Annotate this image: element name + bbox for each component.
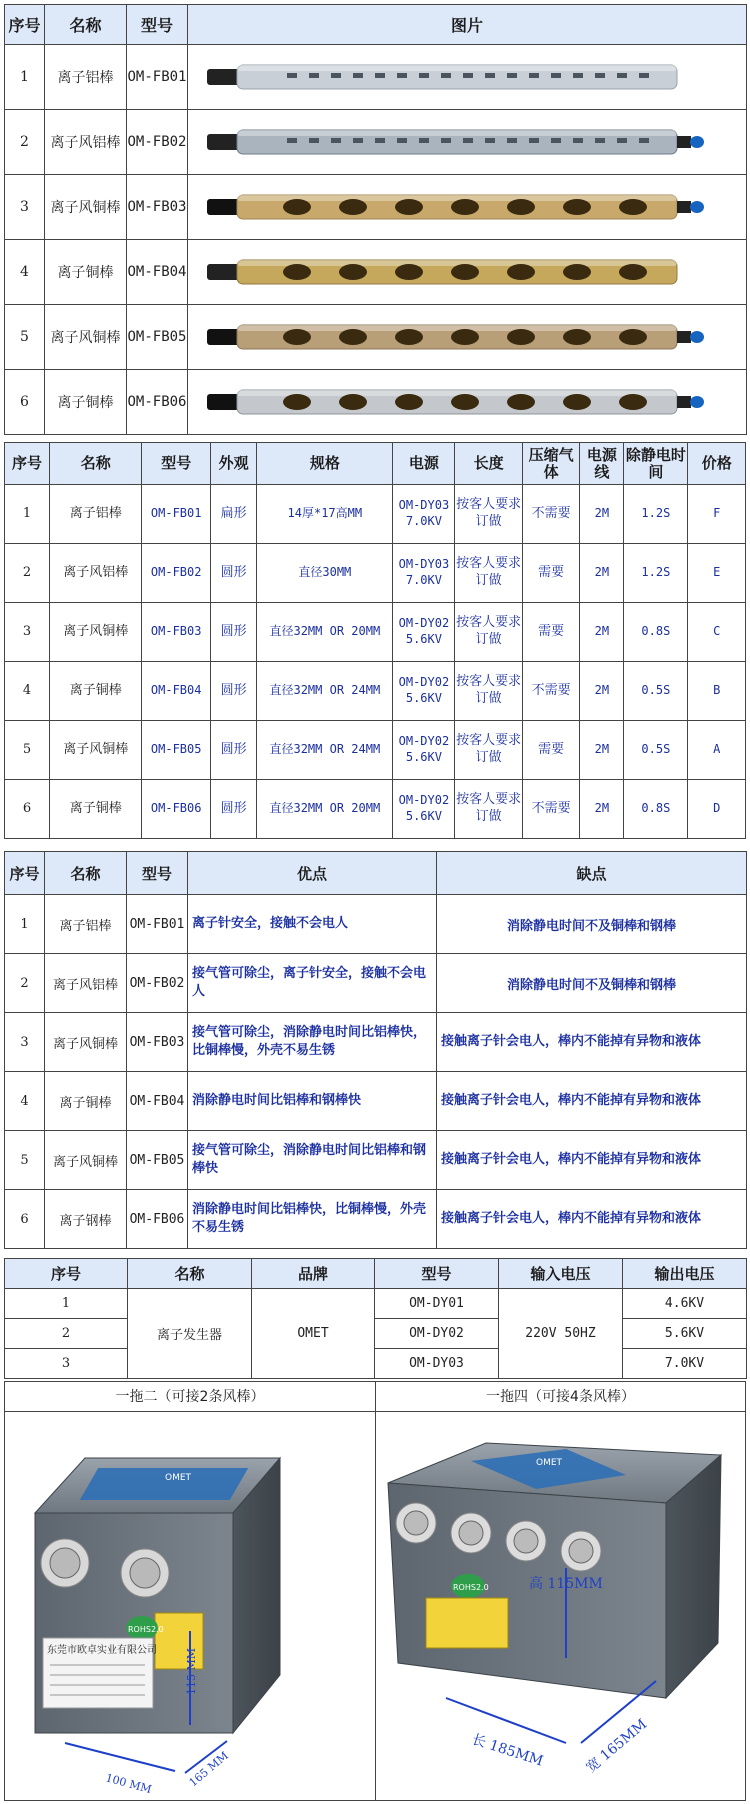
table-row [5,240,747,305]
table-row [5,1349,747,1379]
table-row [5,370,747,435]
cell-spec: 直径30MM [257,544,393,603]
cell-picture [188,175,747,240]
cell-price: E [688,544,746,603]
cell-power: OM-DY02 5.6KV [393,603,455,662]
cell-model: OM-FB04 [142,662,211,721]
header-4: 规格 [257,443,393,485]
right-dim-height: 高 115MM [529,1576,603,1592]
header-7: 压缩气体 [522,443,579,485]
cell-cable: 2M [580,721,624,780]
right-brand-label: OMET [536,1458,563,1468]
cell-time: 1.2S [624,485,688,544]
header-10: 价格 [688,443,746,485]
cell-gas: 需要 [522,603,579,662]
cell-power: OM-DY02 5.6KV [393,780,455,839]
cell-no: 2 [5,1319,128,1349]
cell-price: F [688,485,746,544]
cell-model: OM-FB03 [142,603,211,662]
header-3: 优点 [188,852,437,895]
cell-name: 离子风铝棒 [45,954,127,1013]
header-0: 序号 [5,443,50,485]
cell-cons: 接触离子针会电人，棒内不能掉有异物和液体 [437,1013,747,1072]
table-row [5,175,747,240]
cell-length: 按客人要求订做 [455,485,523,544]
left-dim-depth: 165 MM [186,1749,231,1790]
cell-power: OM-DY03 7.0KV [393,485,455,544]
table-row [5,1131,747,1190]
cell-brand: OMET [252,1289,375,1379]
cell-no: 2 [5,954,45,1013]
cell-pros: 消除静电时间比铝棒和钢棒快 [188,1072,437,1131]
header-3: 型号 [375,1259,499,1289]
cell-model: OM-FB06 [127,1190,188,1249]
cell-spec: 直径32MM OR 24MM [257,662,393,721]
header-8: 电源线 [580,443,624,485]
cell-name: 离子铝棒 [45,45,127,110]
left-dim-height: 115 MM [185,1647,198,1695]
cell-name: 离子发生器 [128,1289,252,1379]
cell-length: 按客人要求订做 [455,544,523,603]
header-3: 外观 [211,443,257,485]
ion-bar-image [197,45,737,109]
cell-model: OM-FB02 [127,954,188,1013]
table-row [5,544,746,603]
ion-bar-image [197,110,737,174]
table-row [5,485,746,544]
cell-no: 2 [5,544,50,603]
cell-model: OM-FB04 [127,1072,188,1131]
cell-shape: 圆形 [211,662,257,721]
table-row [5,1013,747,1072]
cell-name: 离子风铜棒 [50,603,142,662]
cell-output: 7.0KV [623,1349,747,1379]
cell-length: 按客人要求订做 [455,721,523,780]
cell-cable: 2M [580,662,624,721]
cell-cable: 2M [580,780,624,839]
cell-name: 离子风铝棒 [45,110,127,175]
cell-time: 1.2S [624,544,688,603]
cell-power: OM-DY02 5.6KV [393,721,455,780]
cell-pros: 接气管可除尘，消除静电时间比铝棒和钢棒快 [188,1131,437,1190]
cell-model: OM-FB03 [127,175,188,240]
cell-cons: 消除静电时间不及铜棒和钢棒 [437,895,747,954]
cell-name: 离子铜棒 [45,370,127,435]
header-4: 输入电压 [499,1259,623,1289]
header-2: 型号 [127,852,188,895]
cell-no: 3 [5,1013,45,1072]
left-brand-label: OMET [165,1473,192,1483]
header-2: 型号 [142,443,211,485]
cell-gas: 不需要 [522,485,579,544]
cell-shape: 圆形 [211,780,257,839]
cell-cable: 2M [580,603,624,662]
cell-time: 0.8S [624,780,688,839]
ion-bar-image [197,305,737,369]
table-row [5,1289,747,1319]
cell-time: 0.5S [624,721,688,780]
cell-no: 1 [5,45,45,110]
header-6: 长度 [455,443,523,485]
spec-table [4,442,746,839]
cell-name: 离子铜棒 [45,1072,127,1131]
cell-spec: 直径32MM OR 20MM [257,780,393,839]
cell-model: OM-FB06 [127,370,188,435]
header-5: 电源 [393,443,455,485]
cell-shape: 圆形 [211,544,257,603]
table-row [5,1319,747,1349]
cell-model: OM-FB01 [142,485,211,544]
cell-cons: 消除静电时间不及铜棒和钢棒 [437,954,747,1013]
ion-bar-image [197,370,737,434]
header-1: 名称 [45,852,127,895]
cell-model: OM-FB01 [127,895,188,954]
right-photo-caption: 一拖四（可接4条风棒） [376,1382,745,1412]
cell-model: OM-FB03 [127,1013,188,1072]
cell-price: A [688,721,746,780]
header-1: 名称 [128,1259,252,1289]
cell-no: 4 [5,662,50,721]
header-0: 序号 [5,1259,128,1289]
cell-no: 4 [5,1072,45,1131]
cell-no: 2 [5,110,45,175]
header-2: 品牌 [252,1259,375,1289]
cell-model: OM-FB04 [127,240,188,305]
generator-2-port-image [5,1413,375,1800]
cell-name: 离子钢棒 [45,1190,127,1249]
table-row [5,954,747,1013]
cell-picture [188,305,747,370]
left-dim-width: 100 MM [104,1771,154,1797]
cell-model: OM-FB01 [127,45,188,110]
cell-time: 0.5S [624,662,688,721]
left-photo-caption: 一拖二（可接2条风棒） [5,1382,375,1412]
table-row [5,45,747,110]
cell-no: 3 [5,1349,128,1379]
right-rohs-label: ROHS2.0 [453,1583,489,1592]
header-picture: 图片 [188,5,747,45]
cell-cons: 接触离子针会电人，棒内不能掉有异物和液体 [437,1190,747,1249]
cell-picture [188,240,747,305]
header-9: 除静电时间 [624,443,688,485]
right-dim-width: 宽 165MM [583,1716,651,1777]
cell-spec: 直径32MM OR 20MM [257,603,393,662]
table-row [5,110,747,175]
cell-no: 4 [5,240,45,305]
cell-shape: 圆形 [211,721,257,780]
cell-spec: 14厚*17高MM [257,485,393,544]
cell-no: 3 [5,603,50,662]
cell-no: 6 [5,370,45,435]
cell-name: 离子铝棒 [45,895,127,954]
cell-model: OM-FB05 [127,1131,188,1190]
ion-bar-image [197,240,737,304]
product-picture-table [4,4,747,435]
generator-table [4,1258,747,1379]
cell-cons: 接触离子针会电人，棒内不能掉有异物和液体 [437,1131,747,1190]
header-no: 序号 [5,5,45,45]
cell-shape: 圆形 [211,603,257,662]
table-row [5,780,746,839]
cell-pros: 接气管可除尘，离子针安全，接触不会电人 [188,954,437,1013]
cell-price: D [688,780,746,839]
cell-model: OM-DY02 [375,1319,499,1349]
cell-model: OM-FB02 [127,110,188,175]
cell-no: 1 [5,1289,128,1319]
cell-input: 220V 50HZ [499,1289,623,1379]
cell-name: 离子风铜棒 [45,1013,127,1072]
cell-name: 离子风铜棒 [50,721,142,780]
cell-power: OM-DY03 7.0KV [393,544,455,603]
header-model: 型号 [127,5,188,45]
cell-no: 6 [5,1190,45,1249]
cell-picture [188,45,747,110]
cell-model: OM-FB05 [142,721,211,780]
header-5: 输出电压 [623,1259,747,1289]
header-name: 名称 [45,5,127,45]
cell-no: 6 [5,780,50,839]
table-row [5,662,746,721]
header-1: 名称 [50,443,142,485]
cell-model: OM-FB05 [127,305,188,370]
cell-cable: 2M [580,544,624,603]
cell-cable: 2M [580,485,624,544]
cell-no: 3 [5,175,45,240]
cell-name: 离子铝棒 [50,485,142,544]
cell-no: 5 [5,721,50,780]
cell-model: OM-FB02 [142,544,211,603]
header-0: 序号 [5,852,45,895]
cell-name: 离子铜棒 [50,780,142,839]
pros-cons-table [4,851,747,1249]
cell-output: 4.6KV [623,1289,747,1319]
cell-length: 按客人要求订做 [455,662,523,721]
cell-price: C [688,603,746,662]
header-4: 缺点 [437,852,747,895]
table-row [5,1072,747,1131]
cell-shape: 扁形 [211,485,257,544]
cell-price: B [688,662,746,721]
cell-gas: 需要 [522,544,579,603]
cell-power: OM-DY02 5.6KV [393,662,455,721]
cell-picture [188,370,747,435]
right-dim-length: 长 185MM [469,1731,545,1770]
generator-photos [4,1381,746,1801]
cell-model: OM-DY01 [375,1289,499,1319]
cell-name: 离子风铜棒 [45,1131,127,1190]
cell-no: 5 [5,1131,45,1190]
cell-pros: 消除静电时间比铝棒快，比铜棒慢，外壳不易生锈 [188,1190,437,1249]
cell-pros: 接气管可除尘，消除静电时间比铝棒快，比铜棒慢，外壳不易生锈 [188,1013,437,1072]
cell-no: 1 [5,895,45,954]
table-row [5,603,746,662]
cell-name: 离子铜棒 [50,662,142,721]
cell-spec: 直径32MM OR 24MM [257,721,393,780]
cell-no: 5 [5,305,45,370]
table-row [5,305,747,370]
table-row [5,1190,747,1249]
left-company-label: 东莞市欧卓实业有限公司 [47,1645,157,1656]
cell-name: 离子风铝棒 [50,544,142,603]
cell-gas: 需要 [522,721,579,780]
cell-length: 按客人要求订做 [455,603,523,662]
cell-picture [188,110,747,175]
cell-model: OM-FB06 [142,780,211,839]
table-row [5,721,746,780]
left-rohs-label: ROHS2.0 [128,1625,164,1634]
cell-time: 0.8S [624,603,688,662]
cell-name: 离子风铜棒 [45,175,127,240]
cell-length: 按客人要求订做 [455,780,523,839]
cell-gas: 不需要 [522,780,579,839]
cell-cons: 接触离子针会电人，棒内不能掉有异物和液体 [437,1072,747,1131]
table-row [5,895,747,954]
cell-name: 离子风铜棒 [45,305,127,370]
cell-name: 离子铜棒 [45,240,127,305]
cell-no: 1 [5,485,50,544]
generator-4-port-image [376,1413,745,1800]
cell-gas: 不需要 [522,662,579,721]
cell-pros: 离子针安全，接触不会电人 [188,895,437,954]
ion-bar-image [197,175,737,239]
cell-output: 5.6KV [623,1319,747,1349]
cell-model: OM-DY03 [375,1349,499,1379]
